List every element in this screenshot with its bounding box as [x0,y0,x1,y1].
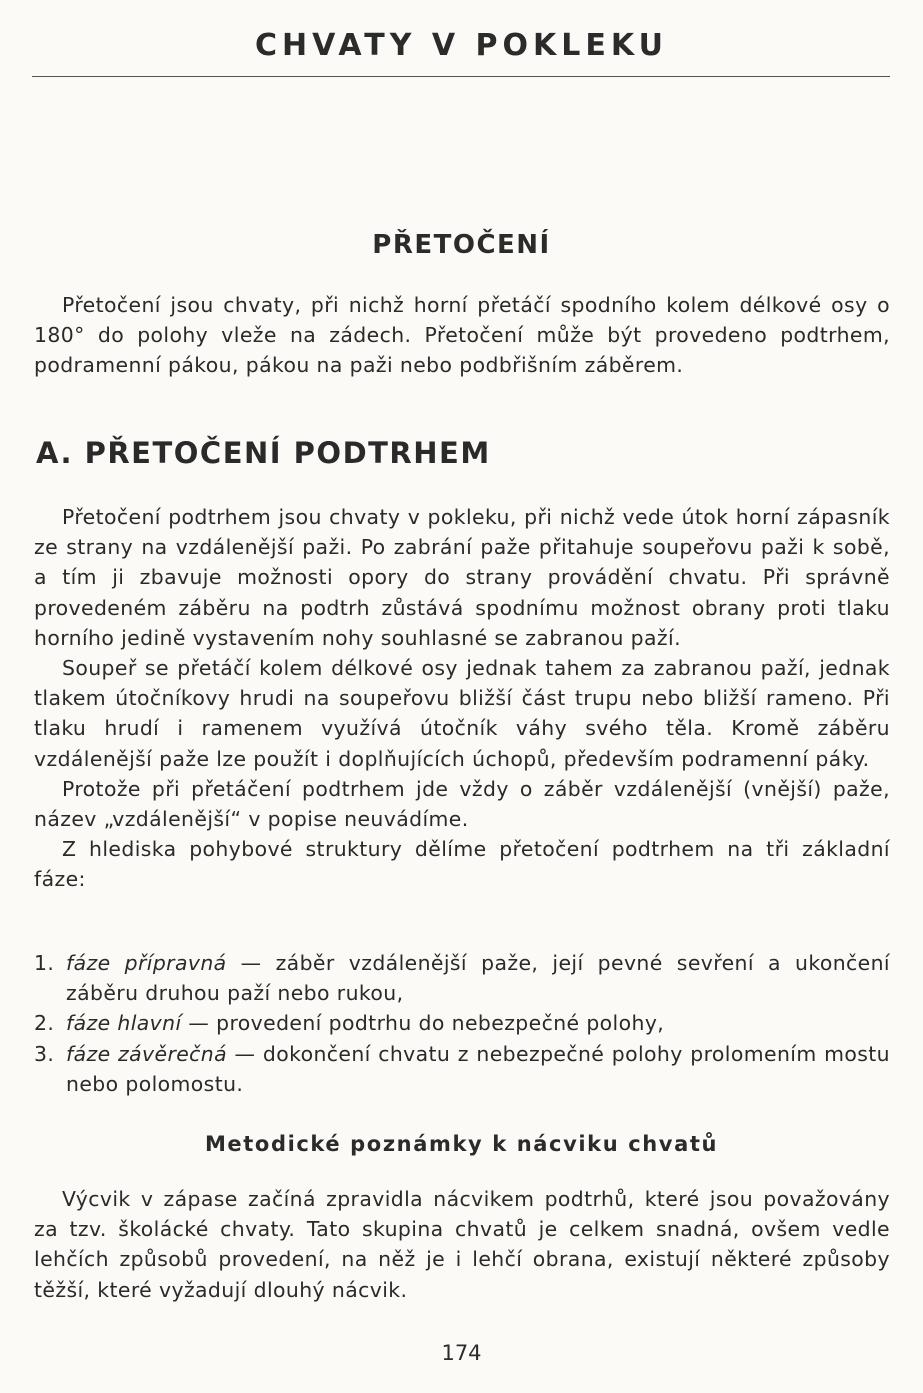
phase-text: — záběr vzdálenější paže, její pevné sevření a ukončení záběru druhou paží nebo rukou, [66,951,890,1006]
paragraph: Výcvik v zápase začíná zpravidla nácvikem podtrhů, které jsou považovány za tzv. školácké chvaty. Tato skupina chvatů je celkem snadná, ovšem vedle lehčích způsobů provedení, na něž je i lehčí obrana, existují některé způsoby těžší, které vyžadují dlouhý nácvik. [34,1187,890,1302]
chapter-title: PŘETOČENÍ [372,230,551,260]
phase-number: 2. [34,1011,55,1036]
paragraph: Z hlediska pohybové struktury dělíme přetočení podtrhem na tři základní fáze: [34,837,890,892]
phase-number: 3. [34,1041,55,1066]
methodical-block [34,1184,890,1305]
phase-text: — dokončení chvatu z nebezpečné polohy prolomením mostu nebo polomostu. [66,1041,890,1096]
paragraph: Soupeř se přetáčí kolem délkové osy jednak tahem za zabranou paží, jednak tlakem útočníkovy hrudi na soupeřovu bližší část trupu nebo bližší rameno. Při tlaku hrudí i ramenem využívá útočník váhy svého těla. Kromě záběru vzdálenější paže lze použít i doplňujících úchopů, především podramenní páky. [34,656,890,771]
paragraph: Protože při přetáčení podtrhem jde vždy o záběr vzdálenější (vnější) paže, název „vzdálenější“ v popise neuvádíme. [34,776,890,832]
phase-term: fáze závěrečná [66,1041,228,1066]
header-rule [32,76,890,77]
intro-paragraph: Přetočení jsou chvaty, při nichž horní přetáčí spodního kolem délkové osy o 180° do polohy vleže na zádech. Přetočení může být provedeno podtrhem, podramenní pákou, pákou na paži nebo podbřišním záběrem. [34,293,890,378]
running-head: CHVATY V POKLEKU [255,28,668,63]
phase-item [34,1039,890,1099]
section-heading: A. PŘETOČENÍ PODTRHEM [36,436,491,470]
phase-list [34,948,890,1099]
phase-term: fáze přípravná [66,951,227,975]
phase-term: fáze hlavní [66,1011,182,1036]
page-number: 174 [441,1341,482,1365]
phase-number: 1. [34,951,55,975]
paragraph: Přetočení podtrhem jsou chvaty v pokleku, při nichž vede útok horní zápasník ze strany na vzdálenější paži. Po zabrání paže přitahuje soupeřovu paži k sobě, a tím ji zbavuje možnosti opory do strany provádění chvatu. Při správně provedeném záběru na podtrh zůstává spodnímu možnost obrany proti tlaku horního jedině vystavením nohy souhlasné se zabranou paží. [34,505,890,650]
phase-text: — provedení podtrhu do nebezpečné polohy, [181,1011,665,1036]
phase-item [34,948,890,1008]
section-body [34,502,890,895]
phase-item [34,1008,890,1038]
intro-block [34,290,890,381]
subsection-heading: Metodické poznámky k nácviku chvatů [204,1132,719,1156]
